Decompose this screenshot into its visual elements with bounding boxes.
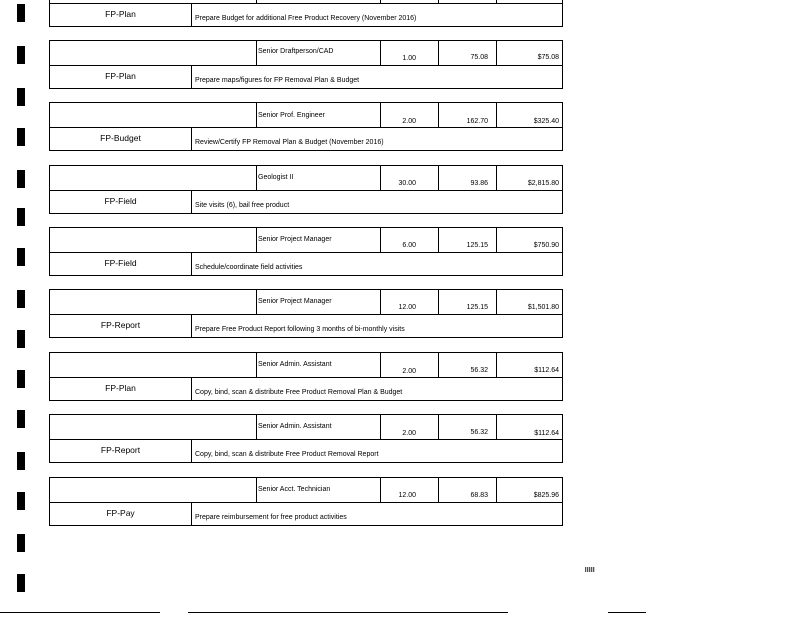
rate-value: 162.70 [466,118,488,125]
task-row [49,127,563,151]
staff-role: Senior Project Manager [258,298,332,305]
budget-entry [49,40,563,90]
budget-entry [49,477,563,527]
role-row [49,40,563,66]
task-row [49,252,563,276]
total-value: $325.40 [533,118,559,125]
staff-role: Geologist II [258,174,294,181]
page-edge-line [608,612,646,613]
task-code: FP-Plan [105,383,136,393]
binder-hole [17,370,25,388]
binder-hole [17,574,25,592]
task-description: Prepare Budget for additional Free Product Recovery (November 2016) [195,15,417,22]
task-description: Prepare maps/figures for FP Removal Plan & Budget [195,77,360,84]
hours-value: 2.00 [402,118,416,125]
budget-entry [49,102,563,152]
task-description: Site visits (6), bail free product [195,202,290,209]
task-row [49,502,563,526]
total-value: $112.64 [534,367,559,374]
task-code: FP-Report [100,445,141,455]
task-row [49,3,563,27]
task-description: Copy, bind, scan & distribute Free Product Removal Plan & Budget [195,389,403,396]
role-row [49,102,563,128]
total-value: $2,815.80 [527,180,559,187]
page-edge-line [0,612,160,613]
binder-hole [17,534,25,552]
role-row [49,227,563,253]
rate-value: 56.32 [470,429,488,436]
task-description: Review/Certify FP Removal Plan & Budget (November 2016) [195,139,384,146]
budget-entry [49,165,563,215]
rate-value: 125.15 [466,242,488,249]
budget-entry [49,289,563,339]
budget-entry [49,227,563,277]
binder-hole [17,492,25,510]
role-row [49,165,563,191]
binder-hole [17,46,25,64]
binder-hole [17,452,25,470]
binder-hole [17,4,25,22]
binder-hole [17,410,25,428]
hours-value: 6.00 [402,242,416,249]
scan-artifact [585,567,595,572]
total-value: $75.08 [537,54,559,61]
task-code: FP-Budget [100,133,141,143]
task-code: FP-Field [104,196,137,206]
total-value: $1,501.80 [527,304,559,311]
rate-value: 56.32 [470,367,488,374]
task-code: FP-Pay [106,508,135,518]
task-row [49,190,563,214]
task-row [49,314,563,338]
task-description: Prepare Free Product Report following 3 months of bi-monthly visits [195,326,405,333]
role-row [49,477,563,503]
role-row [49,289,563,315]
total-value: $750.90 [533,242,559,249]
total-value: $825.96 [533,492,559,499]
hours-value: 2.00 [402,430,416,437]
binder-hole [17,290,25,308]
binder-hole [17,88,25,106]
rate-value: 68.83 [470,492,488,499]
binder-hole [17,128,25,146]
binder-hole [17,330,25,348]
staff-role: Senior Prof. Engineer [258,112,325,119]
staff-role: Senior Project Manager [258,236,332,243]
binder-hole [17,248,25,266]
budget-entry [49,352,563,402]
binder-hole [17,208,25,226]
role-row [49,352,563,378]
rate-value: 93.86 [470,180,488,187]
task-code: FP-Field [104,258,137,268]
staff-role: Senior Acct. Technician [258,486,331,493]
hours-value: 2.00 [402,368,416,375]
hours-value: 30.00 [398,180,416,187]
task-row [49,439,563,463]
rate-value: 75.08 [470,54,488,61]
binder-hole [17,170,25,188]
staff-role: Senior Admin. Assistant [258,423,332,430]
task-description: Prepare reimbursement for free product activities [195,514,347,521]
hours-value: 1.00 [402,55,416,62]
hours-value: 12.00 [398,304,416,311]
staff-role: Senior Draftperson/CAD [258,48,334,55]
role-row [49,414,563,440]
page-edge-line [188,612,508,613]
budget-entry [49,0,563,28]
task-description: Schedule/coordinate field activities [195,264,303,271]
budget-entry [49,414,563,464]
task-description: Copy, bind, scan & distribute Free Product Removal Report [195,451,379,458]
task-row [49,377,563,401]
rate-value: 125.15 [466,304,488,311]
task-row [49,65,563,89]
total-value: $112.64 [534,430,559,437]
task-code: FP-Plan [105,9,136,19]
hours-value: 12.00 [398,492,416,499]
task-code: FP-Report [100,320,141,330]
staff-role: Senior Admin. Assistant [258,361,332,368]
task-code: FP-Plan [105,71,136,81]
